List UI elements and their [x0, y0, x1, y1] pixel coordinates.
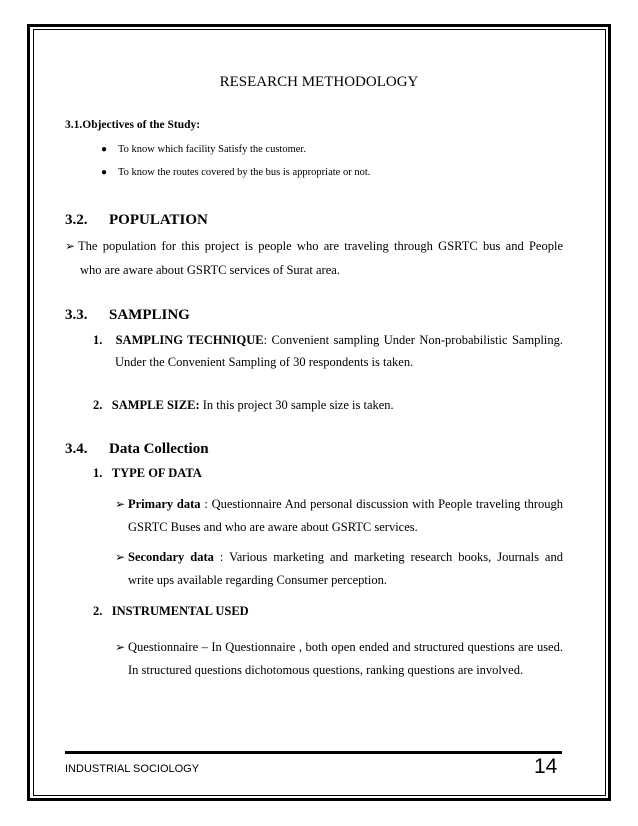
- sample-size-label: SAMPLE SIZE:: [111, 398, 200, 412]
- arrow-bullet-icon: ➢: [115, 640, 126, 654]
- footer-title: INDUSTRIAL SOCIOLOGY: [65, 763, 200, 775]
- secondary-data-line-2: write ups available regarding Consumer perception.: [128, 573, 387, 587]
- objective-item: [101, 167, 370, 178]
- item-number: 2.: [93, 398, 103, 412]
- questionnaire-line-2: In structured questions dichotomous questions, ranking questions are involved.: [128, 663, 524, 677]
- arrow-bullet-icon: ➢: [65, 239, 76, 253]
- secondary-data-item: ➢ Secondary data : Various marketing and marketing research books, Journals and: [115, 550, 563, 564]
- arrow-bullet-icon: ➢: [115, 550, 126, 564]
- primary-data-line-2: GSRTC Buses and who are aware about GSRTC services.: [128, 520, 418, 534]
- objectives-heading: 3.1.Objectives of the Study:: [65, 119, 201, 131]
- secondary-data-label: Secondary data: [128, 550, 214, 564]
- population-line-2: who are aware about GSRTC services of Surat area.: [80, 263, 340, 277]
- section-title: SAMPLING: [109, 307, 190, 323]
- data-collection-heading: [65, 441, 209, 458]
- section-title: POPULATION: [109, 212, 208, 228]
- primary-data-item: ➢ Primary data : Questionnaire And personal discussion with People traveling through: [115, 497, 564, 511]
- objective-text: To know which facility Satisfy the customer.: [118, 144, 306, 155]
- section-number: 3.3.: [65, 307, 88, 323]
- objective-text: To know the routes covered by the bus is appropriate or not.: [118, 167, 371, 178]
- sampling-heading: [65, 307, 190, 324]
- population-paragraph: [65, 239, 563, 254]
- arrow-bullet-icon: ➢: [115, 497, 126, 511]
- sampling-technique-item: 1. SAMPLING TECHNIQUE: Convenient sampling Under Non-probabilistic Sampling.: [93, 333, 563, 347]
- questionnaire-item: ➢ Questionnaire – In Questionnaire , both open ended and structured questions are used.: [115, 640, 563, 654]
- section-number: 3.4.: [65, 441, 88, 457]
- sampling-technique-label: SAMPLING TECHNIQUE: [115, 333, 264, 347]
- objective-item: [101, 144, 306, 155]
- page-title: RESEARCH METHODOLOGY: [219, 74, 419, 90]
- instrumental-used-heading: 2. INSTRUMENTAL USED: [93, 604, 249, 618]
- footer-divider: [65, 751, 562, 754]
- bullet-icon: ●: [101, 144, 108, 155]
- page-number: 14: [534, 755, 558, 778]
- bullet-icon: ●: [101, 167, 108, 178]
- population-heading: [65, 212, 208, 229]
- primary-data-label: Primary data: [128, 497, 201, 511]
- sampling-technique-line-2: Under the Convenient Sampling of 30 respondents is taken.: [115, 355, 414, 369]
- type-of-data-heading: 1. TYPE OF DATA: [93, 466, 202, 480]
- item-number: 1.: [93, 333, 103, 347]
- sample-size-item: 2. SAMPLE SIZE: In this project 30 sample size is taken.: [93, 398, 394, 412]
- population-line-1: ➢ The population for this project is people who are traveling through GSRTC bus and People: [65, 239, 563, 253]
- section-title: Data Collection: [109, 441, 209, 457]
- section-number: 3.2.: [65, 212, 88, 228]
